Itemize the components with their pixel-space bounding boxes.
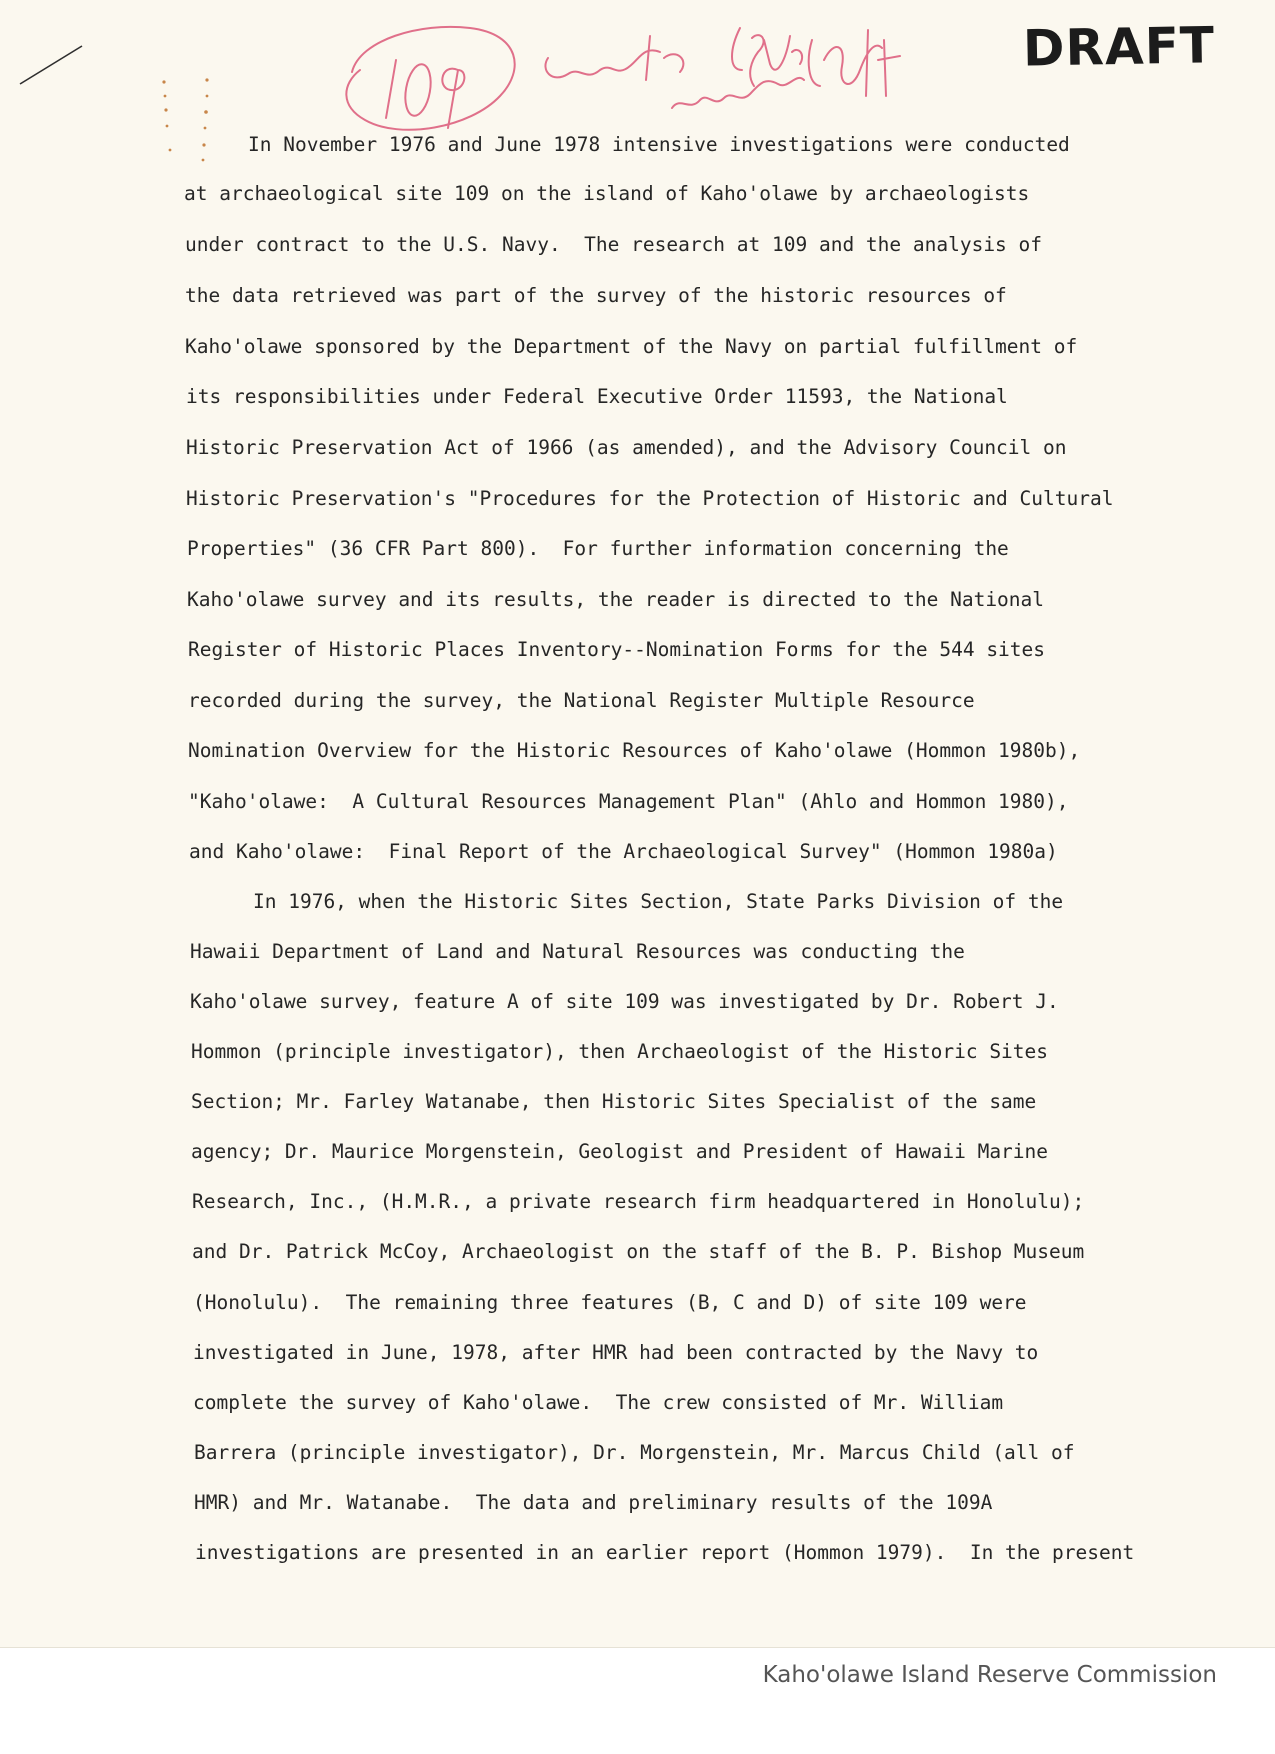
text-line: agency; Dr. Maurice Morgenstein, Geologist and President of Hawaii Marine	[191, 1140, 1049, 1163]
text-line: and Dr. Patrick McCoy, Archaeologist on the staff of the B. P. Bishop Museum	[192, 1240, 1085, 1263]
text-line: Research, Inc., (H.M.R., a private research firm headquartered in Honolulu);	[192, 1190, 1085, 1213]
text-line: Properties" (36 CFR Part 800). For further information concerning the	[187, 537, 1009, 560]
text-line: Hommon (principle investigator), then Archaeologist of the Historic Sites	[191, 1040, 1049, 1063]
text-line: Register of Historic Places Inventory--Nomination Forms for the 544 sites	[188, 638, 1046, 661]
text-line: recorded during the survey, the National Register Multiple Resource	[188, 689, 975, 712]
text-line: complete the survey of Kaho'olawe. The crew consisted of Mr. William	[193, 1391, 1004, 1414]
text-line: Kaho'olawe sponsored by the Department of the Navy on partial fulfillment of	[185, 335, 1078, 358]
text-line: "Kaho'olawe: A Cultural Resources Management Plan" (Ahlo and Hommon 1980),	[188, 790, 1069, 813]
text-line: In 1976, when the Historic Sites Section, State Parks Division of the	[253, 890, 1064, 913]
text-line: Hawaii Department of Land and Natural Resources was conducting the	[190, 940, 965, 963]
draft-stamp: DRAFT	[1022, 16, 1216, 78]
text-line: HMR) and Mr. Watanabe. The data and preliminary results of the 109A	[194, 1491, 993, 1514]
text-line: In November 1976 and June 1978 intensive investigations were conducted	[248, 133, 1070, 156]
text-line: the data retrieved was part of the survey of the historic resources of	[185, 284, 1007, 307]
text-line: Nomination Overview for the Historic Resources of Kaho'olawe (Hommon 1980b),	[188, 739, 1081, 762]
text-line: its responsibilities under Federal Executive Order 11593, the National	[186, 385, 1008, 408]
text-line: and Kaho'olawe: Final Report of the Archaeological Survey" (Hommon 1980a)	[189, 840, 1058, 863]
text-line: investigated in June, 1978, after HMR had been contracted by the Navy to	[193, 1341, 1039, 1364]
text-line: Kaho'olawe survey and its results, the reader is directed to the National	[187, 588, 1045, 611]
text-line: Kaho'olawe survey, feature A of site 109 was investigated by Dr. Robert J.	[190, 990, 1059, 1013]
text-line: Barrera (principle investigator), Dr. Morgenstein, Mr. Marcus Child (all of	[194, 1441, 1075, 1464]
text-line: Section; Mr. Farley Watanabe, then Historic Sites Specialist of the same	[191, 1090, 1037, 1113]
text-line: Historic Preservation Act of 1966 (as amended), and the Advisory Council on	[186, 436, 1067, 459]
text-line: at archaeological site 109 on the island of Kaho'olawe by archaeologists	[184, 182, 1030, 205]
text-line: (Honolulu). The remaining three features (B, C and D) of site 109 were	[193, 1291, 1027, 1314]
text-line: under contract to the U.S. Navy. The research at 109 and the analysis of	[185, 233, 1043, 256]
text-line: investigations are presented in an earlier report (Hommon 1979). In the present	[195, 1541, 1135, 1564]
archive-credit: Kaho'olawe Island Reserve Commission	[762, 1662, 1217, 1688]
text-line: Historic Preservation's "Procedures for the Protection of Historic and Cultural	[186, 487, 1114, 510]
